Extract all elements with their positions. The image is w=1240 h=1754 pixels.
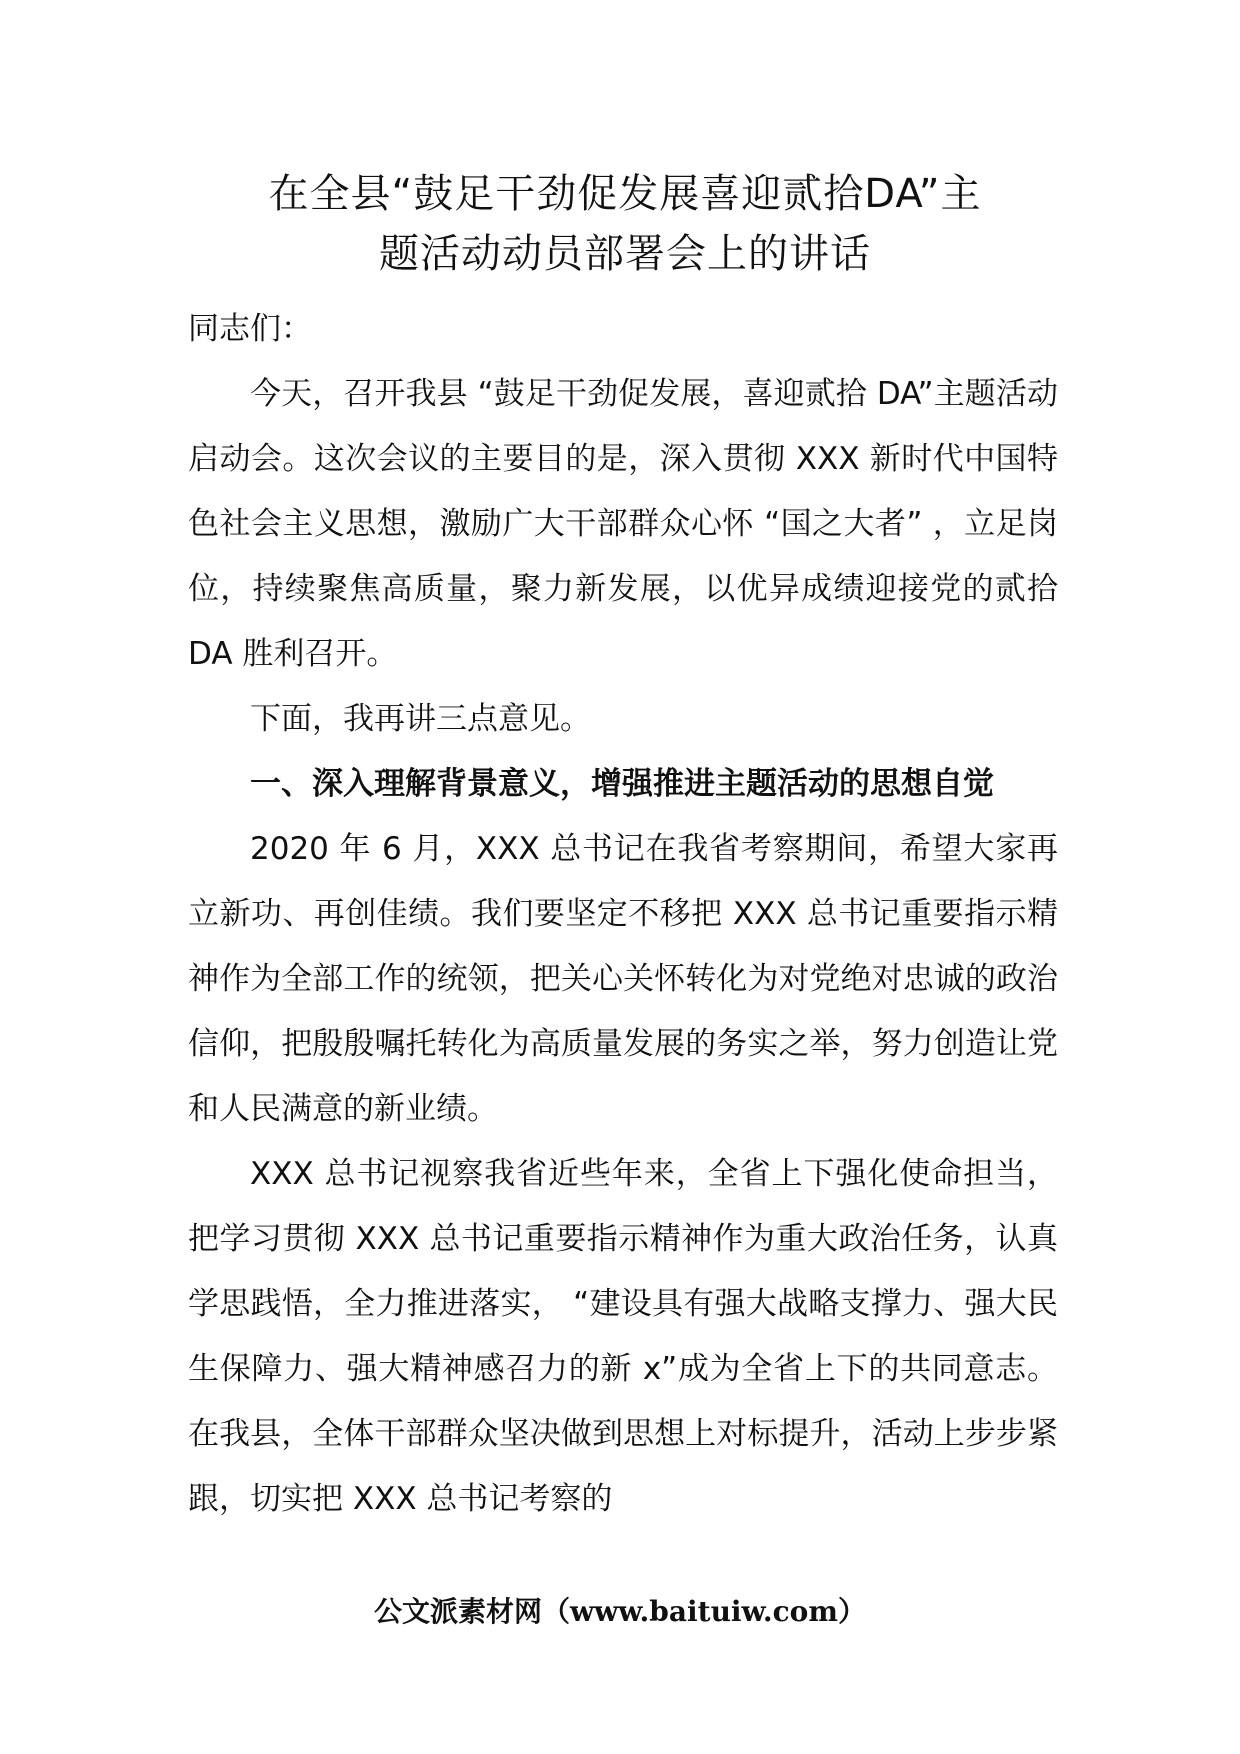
salutation: 同志们：	[188, 311, 312, 347]
document-title	[150, 164, 1100, 284]
document-body	[188, 297, 1058, 1532]
paragraph-progress: XXX 总书记视察我省近些年来，全省上下强化使命担当，把学习贯彻 XXX 总书记重要指示精神作为重大政治任务，认真学思践悟，全力推进落实， “建设具有强大战略支撑力、强大民生保障力、强大精神感召力的新 x”成为全省上下的共同意志。在我县，全体干部群众坚决做到思想上对标提升，活动上步步紧跟，切实把 XXX 总书记考察的	[188, 1156, 1058, 1517]
title-line-2: 题活动动员部署会上的讲话	[379, 231, 871, 277]
footer-watermark: 公文派素材网（www.baituiw.com）	[374, 1595, 866, 1628]
title-line-1: 在全县“鼓足干劲促发展喜迎贰拾DA”主	[268, 171, 982, 217]
section-heading-1: 一、深入理解背景意义，增强推进主题活动的思想自觉	[250, 766, 994, 802]
paragraph-background: 2020 年 6 月，XXX 总书记在我省考察期间，希望大家再立新功、再创佳绩。我们要坚定不移把 XXX 总书记重要指示精神作为全部工作的统领，把关心关怀转化为对党绝对忠诚的政治信仰，把殷殷嘱托转化为高质量发展的务实之举，努力创造让党和人民满意的新业绩。	[188, 831, 1058, 1127]
paragraph-opening: 今天，召开我县 “鼓足干劲促发展，喜迎贰拾 DA”主题活动启动会。这次会议的主要目的是，深入贯彻 XXX 新时代中国特色社会主义思想，激励广大干部群众心怀 “国之大者” ，立足岗位，持续聚焦高质量，聚力新发展，以优异成绩迎接党的贰拾 DA 胜利召开。	[188, 376, 1058, 672]
paragraph-outline: 下面，我再讲三点意见。	[250, 701, 591, 737]
